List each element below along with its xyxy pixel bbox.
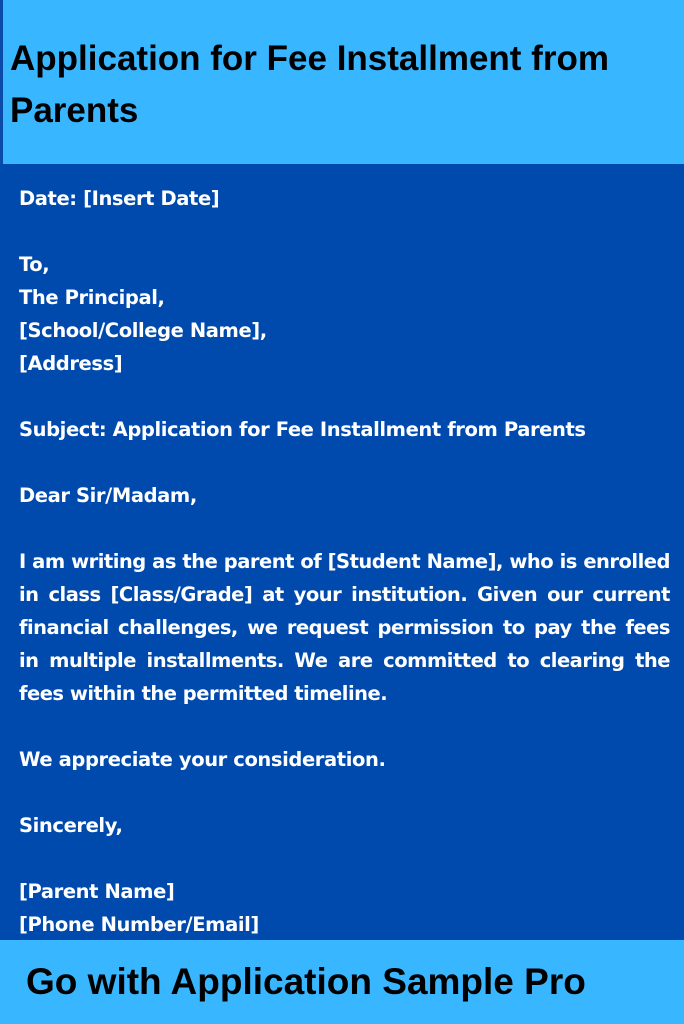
spacer [19,446,670,479]
page-title: Application for Fee Installment from Parents [10,39,609,130]
date-line: Date: [Insert Date] [19,187,220,210]
address-line: [Address] [19,352,123,375]
footer-brand-text: Go with Application Sample Pro [26,961,586,1002]
to-line: To, [19,253,50,276]
school-name-line: [School/College Name], [19,319,267,342]
body-paragraph: I am writing as the parent of [Student Name], who is enrolled in class [Class/Grade] at your institution. Given our current financial challenges, we request permission to pay the fees in multiple installments. We are committed to clearing the fees within the permitted timeline. [19,550,670,705]
salutation-line: Dear Sir/Madam, [19,484,197,507]
spacer [19,776,670,809]
sender-name-line: [Parent Name] [19,880,175,903]
footer-banner [0,940,684,1024]
letter-body [19,182,670,941]
sender-contact-line: [Phone Number/Email] [19,913,259,936]
header-banner [0,0,684,164]
appreciation-line: We appreciate your consideration. [19,748,386,771]
spacer [19,842,670,875]
spacer [19,380,670,413]
spacer [19,512,670,545]
subject-line: Subject: Application for Fee Installment from Parents [19,418,586,441]
closing-line: Sincerely, [19,814,123,837]
letter-panel [0,164,684,940]
spacer [19,215,670,248]
recipient-line: The Principal, [19,286,165,309]
spacer [19,710,670,743]
